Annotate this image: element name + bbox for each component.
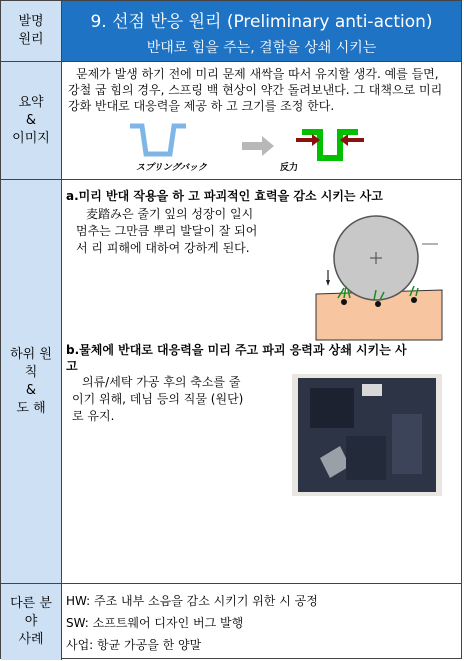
label-line: 칙 — [24, 364, 38, 380]
text-line: 이기 위해, 데님 등의 직물 (원단) — [72, 392, 244, 406]
label-line: 도 해 — [16, 400, 46, 416]
force-arrow-right-icon — [296, 134, 320, 146]
label-line: 발명 — [18, 14, 44, 29]
counterforce-label: 反力 — [280, 163, 299, 173]
text-line: 麦踏み은 줄기 잎의 성장이 일시 — [86, 207, 254, 221]
label-line: 원리 — [18, 32, 44, 47]
list-item: HW: 주조 내부 소음을 감소 시키기 위한 시 공정 — [66, 594, 318, 608]
root-icon — [375, 301, 381, 307]
label-line: 요약 — [18, 94, 44, 110]
text-line: 서 리 피해에 대하여 강하게 된다. — [76, 241, 250, 255]
label-line: 하위 원 — [10, 346, 52, 362]
cases-content — [62, 584, 461, 660]
sub-principle-a-text — [76, 206, 257, 257]
list-item: 사업: 항균 가공을 한 양말 — [66, 638, 202, 652]
detail-left-label — [1, 180, 62, 583]
denim-fold — [346, 436, 386, 480]
denim-fold — [392, 414, 422, 474]
label-line: 사례 — [18, 632, 44, 647]
transition-arrow-icon — [242, 136, 274, 156]
cases-row — [1, 584, 461, 660]
summary-left-label — [1, 62, 62, 179]
springback-shape — [130, 126, 186, 154]
counterforce-shape — [302, 132, 358, 158]
header-banner — [62, 1, 461, 61]
header-left-label — [1, 1, 62, 61]
cases-list — [66, 590, 318, 656]
label-line: 야 — [24, 614, 38, 629]
sub-principle-a-heading: a.미리 반대 작용을 하 고 파괴적인 효력을 감소 시키는 사고 — [66, 189, 383, 203]
sub-principle-b-text — [68, 374, 243, 425]
heading-line: 고 — [66, 359, 78, 373]
denim-fold — [310, 388, 354, 428]
principle-subtitle: 반대로 힘을 주는, 결함을 상쇄 시키는 — [146, 40, 377, 56]
summary-row — [1, 62, 461, 180]
root-icon — [411, 297, 417, 303]
springback-diagram — [122, 120, 422, 176]
label-line: & — [25, 382, 37, 398]
label-line: 다른 분 — [10, 596, 52, 611]
force-arrow-left-icon — [340, 134, 364, 146]
text-line: 로 유지. — [72, 409, 115, 423]
summary-content — [62, 62, 461, 179]
label-line: 이미지 — [12, 130, 50, 146]
root-icon — [341, 299, 347, 305]
label-line: & — [25, 112, 37, 128]
principle-title: 9. 선점 반응 원리 (Preliminary anti-action) — [90, 12, 433, 32]
summary-text: 문제가 발생 하기 전에 미리 문제 새싹을 따서 유지할 생각. 예를 들면, 강철 굽 힘의 경우, 스프링 백 현상이 약간 돌려보낸다. 그 대책으로 미리 강화 반대로 대응력을 제공 하 고 크기를 조정 한다. — [68, 67, 443, 113]
wheat-treading-illustration — [314, 214, 444, 344]
heading-line: b.물체에 반대로 대응력을 미리 주고 파괴 응력과 상쇄 시키는 사 — [66, 343, 407, 357]
springback-label: スプリングバック — [136, 163, 207, 173]
text-line: 멈추는 그만큼 뿌리 발달이 잘 되어 — [76, 224, 258, 238]
cases-left-label — [1, 584, 62, 660]
denim-fabric-photo — [292, 374, 442, 496]
detail-row — [1, 180, 461, 584]
pressure-arrowhead-icon — [326, 280, 330, 286]
header-row — [1, 1, 461, 62]
label-tag — [362, 384, 382, 396]
list-item: SW: 소프트웨어 디자인 버그 발행 — [66, 616, 244, 630]
detail-content — [62, 180, 461, 583]
text-line: 의류/세탁 가공 후의 축소를 줄 — [82, 375, 241, 389]
sub-principle-b-heading — [66, 342, 453, 374]
